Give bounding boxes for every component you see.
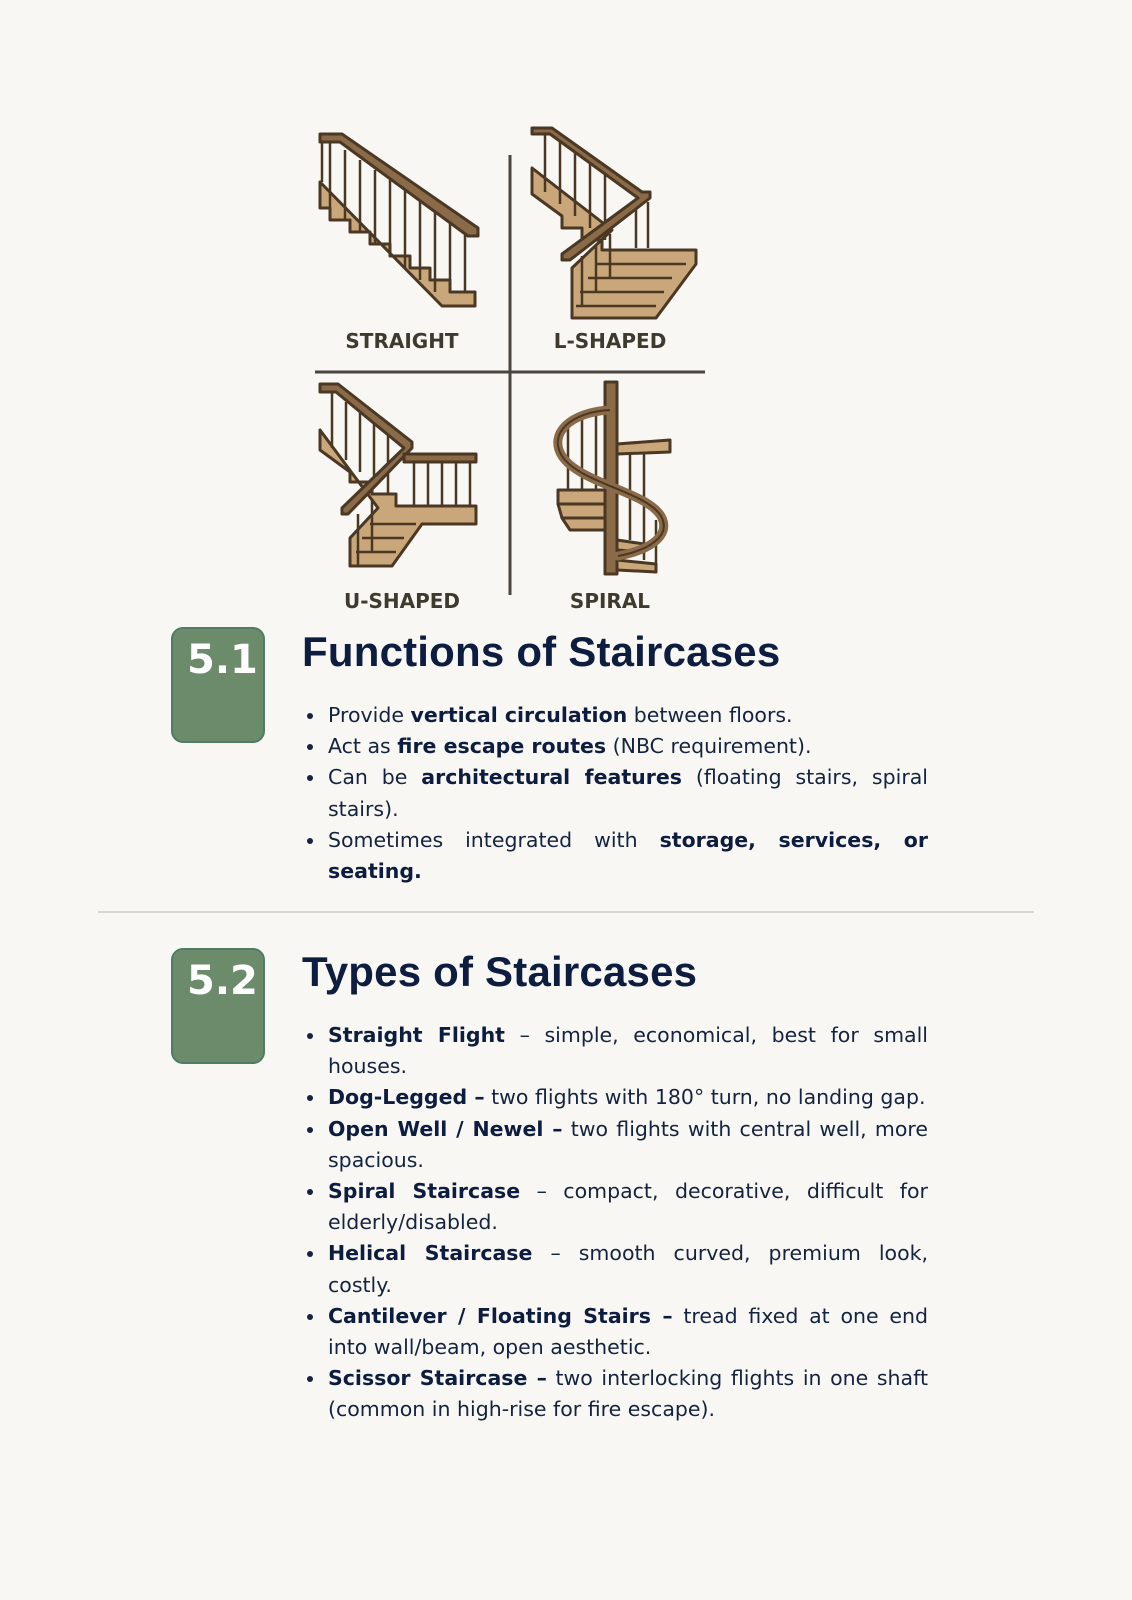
item-text: two flights with 180° turn, no landing gap. xyxy=(484,1085,926,1110)
figure-label-straight: STRAIGHT xyxy=(345,329,459,353)
list-item xyxy=(326,1082,928,1113)
item-text: Can be xyxy=(328,765,422,790)
item-bold-term: architectural features xyxy=(421,765,682,790)
section-number: 5.2 xyxy=(187,958,258,1004)
l-shaped-staircase-drawing xyxy=(532,128,696,318)
item-bold-term: vertical circulation xyxy=(410,703,628,727)
item-text: tread fixed at one end into wall/beam, open aesthetic. xyxy=(328,1303,928,1360)
item-text: Provide xyxy=(328,703,411,727)
item-bold-term: Helical Staircase xyxy=(328,1241,533,1266)
u-shaped-staircase-drawing xyxy=(320,384,476,566)
spiral-staircase-drawing xyxy=(558,382,670,574)
list-item xyxy=(326,1020,928,1082)
item-text: Act as xyxy=(328,734,398,759)
item-text: Sometimes integrated with xyxy=(328,827,660,852)
item-bold-term: Open Well / Newel – xyxy=(328,1116,563,1141)
list-item xyxy=(326,1363,928,1425)
list-item xyxy=(326,762,928,824)
list-item xyxy=(326,1238,928,1300)
item-bold-term: Dog-Legged – xyxy=(328,1085,485,1110)
item-bold-term: fire escape routes xyxy=(397,734,607,759)
section-number-badge xyxy=(171,627,265,743)
item-text: (NBC requirement). xyxy=(606,734,812,759)
list-item xyxy=(326,1176,928,1238)
section-title: Types of Staircases xyxy=(302,948,698,995)
item-text: between floors. xyxy=(627,703,793,727)
list-item xyxy=(326,1114,928,1176)
list-item xyxy=(326,700,928,731)
figure-label-u-shaped: U-SHAPED xyxy=(343,589,461,613)
section-number: 5.1 xyxy=(187,637,258,683)
list-item xyxy=(326,825,928,887)
item-bold-term: Spiral Staircase xyxy=(328,1179,521,1204)
item-bold-term: storage, services, or seating. xyxy=(328,827,928,884)
section-divider xyxy=(98,911,1034,913)
item-bold-term: Cantilever / Floating Stairs – xyxy=(328,1303,673,1328)
functions-list xyxy=(302,700,928,887)
figure-label-spiral: SPIRAL xyxy=(569,589,651,613)
item-bold-term: Scissor Staircase – xyxy=(328,1366,547,1391)
types-list xyxy=(302,1020,928,1426)
list-item xyxy=(326,731,928,762)
item-text: – simple, economical, best for small houses. xyxy=(328,1023,928,1079)
item-text: (floating stairs, spiral stairs). xyxy=(328,765,929,821)
item-text: – compact, decorative, difficult for elderly/disabled. xyxy=(328,1179,928,1235)
figure-label-l-shaped: L-SHAPED xyxy=(553,329,667,353)
item-text: two interlocking flights in one shaft (common in high-rise for fire escape). xyxy=(328,1366,928,1422)
staircase-types-illustration xyxy=(300,120,720,620)
section-number-badge xyxy=(171,948,265,1064)
list-item xyxy=(326,1301,928,1363)
section-title: Functions of Staircases xyxy=(302,628,781,675)
item-text: – smooth curved, premium look, costly. xyxy=(328,1241,928,1297)
item-text: two flights with central well, more spacious. xyxy=(328,1116,928,1172)
straight-staircase-drawing xyxy=(320,134,478,306)
item-bold-term: Straight Flight xyxy=(328,1023,505,1047)
